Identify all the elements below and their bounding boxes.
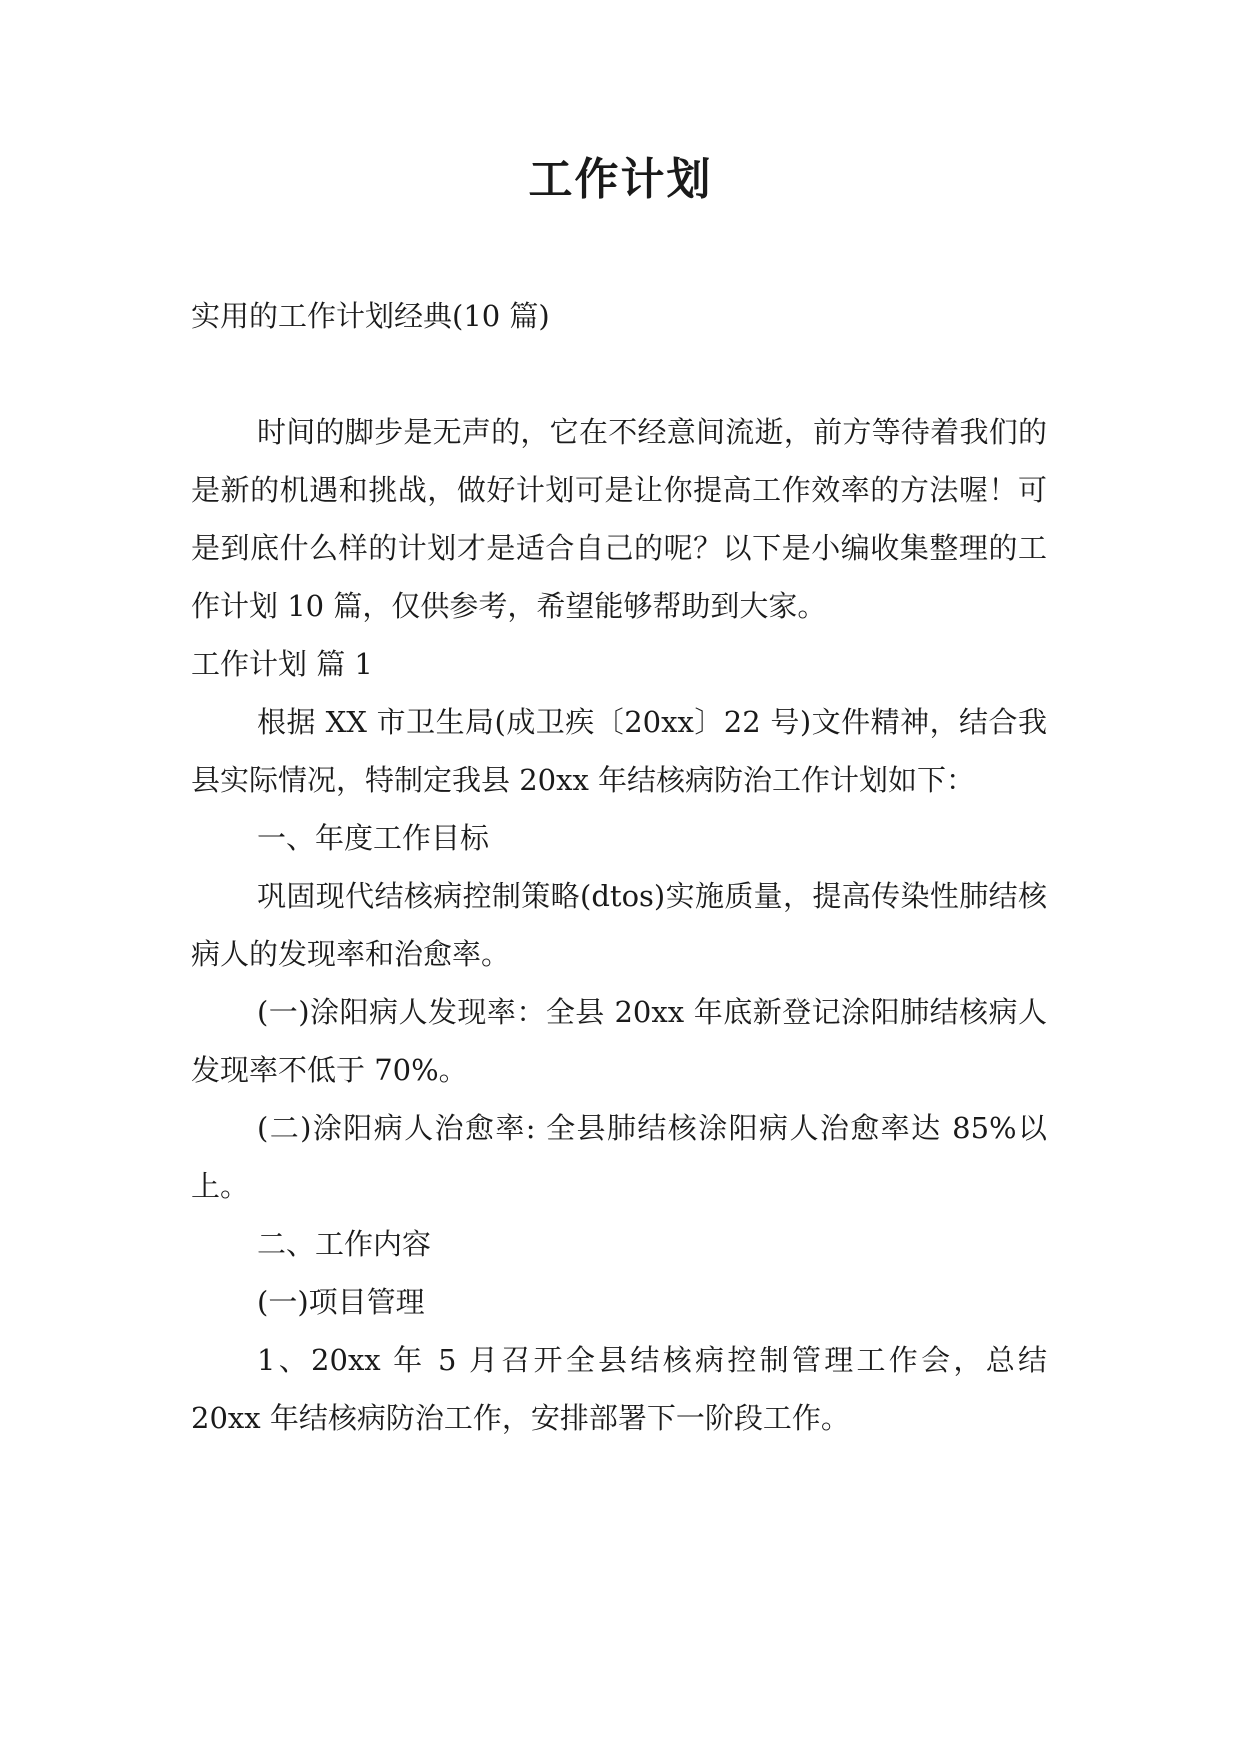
heading-work-content: 二、工作内容	[257, 1227, 432, 1261]
heading-annual-goals: 一、年度工作目标	[257, 821, 490, 855]
section-heading-plan-1: 工作计划 篇 1	[191, 647, 373, 681]
paragraph-detection-rate: (一)涂阳病人发现率：全县 20xx 年底新登记涂阳肺结核病人发现率不低于 70%。	[191, 995, 1047, 1087]
paragraph-goals: 巩固现代结核病控制策略(dtos)实施质量，提高传染性肺结核病人的发现率和治愈率。	[191, 879, 1047, 971]
document-subtitle: 实用的工作计划经典(10 篇)	[191, 299, 550, 333]
intro-paragraph: 时间的脚步是无声的，它在不经意间流逝，前方等待着我们的是新的机遇和挑战，做好计划可是让你提高工作效率的方法喔！可是到底什么样的计划才是适合自己的呢？以下是小编收集整理的工作计划 10 篇，仅供参考，希望能够帮助到大家。	[191, 415, 1047, 623]
paragraph-basis: 根据 XX 市卫生局(成卫疾〔20xx〕22 号)文件精神，结合我县实际情况，特制定我县 20xx 年结核病防治工作计划如下：	[191, 705, 1047, 797]
document-body	[191, 287, 1047, 1447]
paragraph-meeting: 1、20xx 年 5 月召开全县结核病控制管理工作会，总结 20xx 年结核病防治工作，安排部署下一阶段工作。	[191, 1343, 1047, 1435]
paragraph-cure-rate: (二)涂阳病人治愈率: 全县肺结核涂阳病人治愈率达 85%以上。	[191, 1111, 1047, 1203]
document-title: 工作计划	[528, 154, 713, 205]
heading-project-management: (一)项目管理	[257, 1285, 425, 1319]
